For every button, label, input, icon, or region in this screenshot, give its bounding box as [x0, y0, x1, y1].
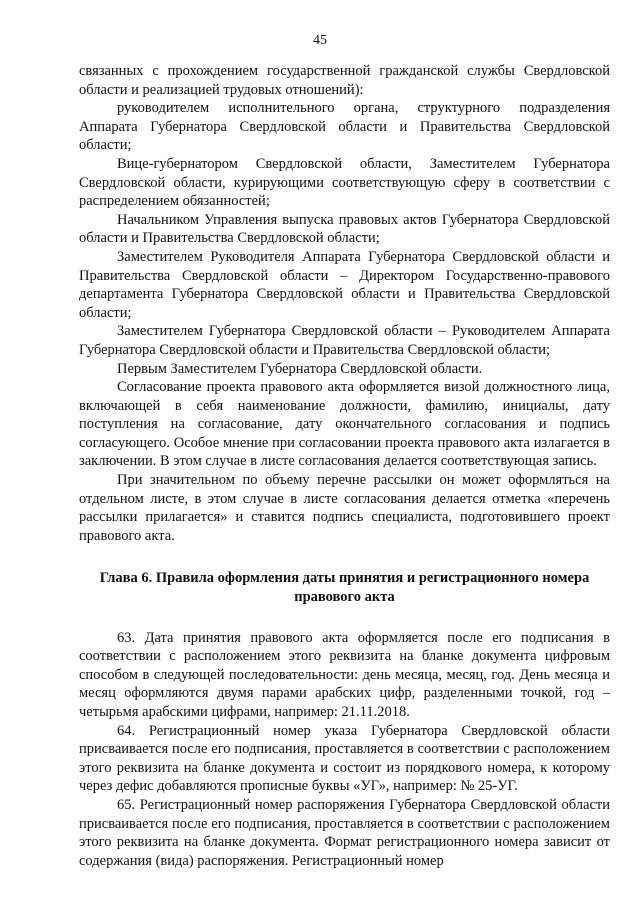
chapter-heading-line1: Глава 6. Правила оформления даты принятия и регистрационного номера [99, 570, 590, 587]
numbered-paragraph-65: 65. Регистрационный номер распоряжения Губернатора Свердловской области присваивается после его подписания, проставляется в соответствии с расположением этого реквизита на бланке документа. Формат регистрационного номера зависит от содержания (вида) распоряжения. Регистрационный номер [79, 796, 610, 869]
chapter-heading-line2: правового акта [294, 589, 395, 606]
paragraph: При значительном по объему перечне рассылки он может оформляться на отдельном листе, в этом случае в листе согласования делается отметка «перечень рассылки прилагается» и ставится подпись специалиста, подготовившего проект правового акта. [79, 472, 610, 544]
list-item: Начальником Управления выпуска правовых актов Губернатора Свердловской области и Правительства Свердловской области; [79, 211, 610, 247]
document-body [79, 62, 610, 870]
numbered-paragraph-63: 63. Дата принятия правового акта оформляется после его подписания в соответствии с расположением этого реквизита на бланке документа цифровым способом в следующей последовательности: день месяца, месяц, год. День месяца и месяц оформляются двумя парами арабских цифр, разделенными точкой, год – четырьмя арабскими цифрами, например: 21.11.2018. [79, 629, 610, 720]
paragraph: Согласование проекта правового акта оформляется визой должностного лица, включающей в себя наименование должности, фамилию, инициалы, дату поступления на согласование, дату окончательного согласования и подпись согласующего. Особое мнение при согласовании проекта правового акта излагается в заключении. В этом случае в листе согласования делается соответствующая запись. [79, 379, 610, 470]
paragraph: связанных с прохождением государственной гражданской службы Свердловской области и реализацией трудовых отношений): [79, 63, 610, 98]
numbered-paragraph-64: 64. Регистрационный номер указа Губернатора Свердловской области присваивается после его подписания, проставляется в соответствии с расположением этого реквизита на бланке документа и состоит из порядкового номера, к которому через дефис добавляются прописные буквы «УГ», например: № 25-УГ. [79, 722, 610, 795]
list-item: Первым Заместителем Губернатора Свердловской области. [117, 360, 483, 377]
list-item: Заместителем Руководителя Аппарата Губернатора Свердловской области и Правительства Свердловской области – Директором Государственно-правового департамента Губернатора Свердловской области и Правительства Свердловской области; [79, 248, 610, 321]
list-item: Заместителем Губернатора Свердловской области – Руководителем Аппарата Губернатора Свердловской области и Правительства Свердловской области; [79, 323, 610, 358]
list-item: руководителем исполнительного органа, структурного подразделения Аппарата Губернатора Свердловской области и Правительства Свердловской области; [79, 100, 610, 154]
chapter-heading [79, 569, 610, 606]
page-number: 45 [313, 33, 327, 48]
list-item: Вице-губернатором Свердловской области, Заместителем Губернатора Свердловской области, курирующими соответствующую сферу в соответствии с распределением обязанностей; [79, 155, 610, 210]
